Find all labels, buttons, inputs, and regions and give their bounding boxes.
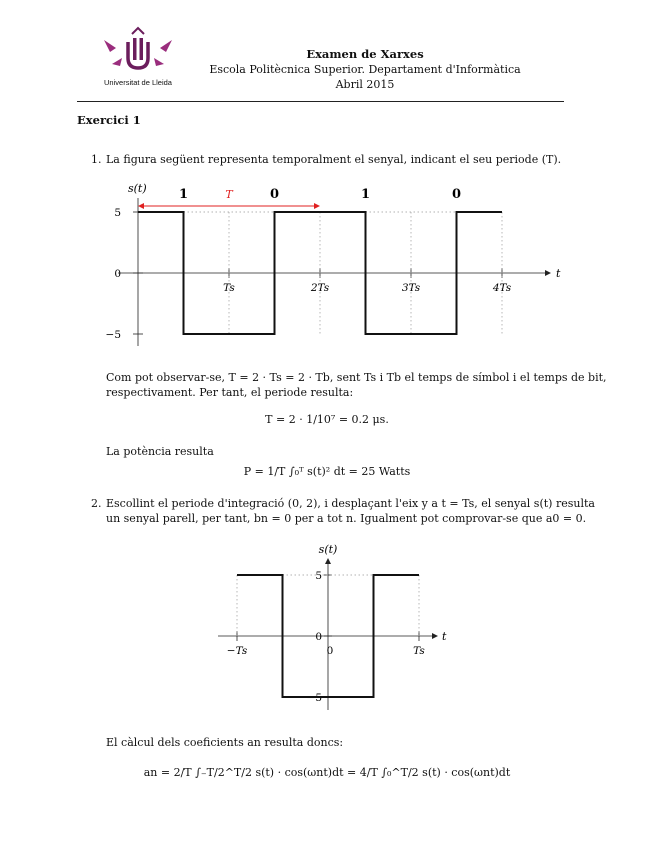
power-intro: La potència resulta bbox=[106, 445, 214, 458]
y-tick-label: −5 bbox=[105, 329, 121, 341]
chart1-marks bbox=[106, 182, 561, 346]
university-logo bbox=[98, 26, 178, 90]
bit-label: 0 bbox=[269, 187, 280, 202]
y-tick-label: 0 bbox=[315, 631, 322, 643]
signal-chart-2 bbox=[210, 540, 470, 715]
period-label: T bbox=[225, 188, 233, 201]
bit-label: 1 bbox=[178, 187, 189, 202]
q2-line2: un senyal parell, per tant, bn = 0 per a tot n. Igualment pot comprovar-se que a0 = 0. bbox=[106, 512, 587, 525]
y-axis-label: s(t) bbox=[318, 543, 338, 556]
bit-label: 0 bbox=[451, 187, 462, 202]
period-equation: T = 2 · 1/10⁷ = 0.2 μs. bbox=[265, 413, 389, 426]
x-tick-label: −Ts bbox=[226, 645, 248, 657]
header-rule bbox=[77, 101, 564, 102]
x-tick-label: 0 bbox=[326, 645, 334, 657]
exercise-title: Exercici 1 bbox=[77, 113, 141, 127]
q2-line1: Escollint el periode d'integració (0, 2), i desplaçant l'eix y a t = Ts, el senyal s(t) resulta bbox=[106, 497, 595, 510]
school-name: Escola Politècnica Superior. Departament d'Informàtica bbox=[209, 63, 521, 76]
q2-number: 2. bbox=[91, 497, 102, 510]
y-tick-label: 5 bbox=[315, 570, 322, 582]
y-axis-arrow-icon bbox=[325, 558, 331, 564]
exam-date: Abril 2015 bbox=[335, 78, 395, 91]
x-axis-label: t bbox=[442, 630, 447, 643]
y-tick-label: 0 bbox=[114, 268, 121, 280]
exam-title: Examen de Xarxes bbox=[306, 47, 424, 61]
q1-explain-line2: respectivament. Per tant, el periode resulta: bbox=[106, 386, 354, 399]
x-tick-label: 3Ts bbox=[401, 282, 421, 294]
power-equation: P = 1/T ∫₀ᵀ s(t)² dt = 25 Watts bbox=[243, 465, 411, 478]
x-tick-label: Ts bbox=[223, 282, 235, 294]
bit-label: 1 bbox=[360, 187, 371, 202]
x-tick-label: 4Ts bbox=[492, 282, 512, 294]
y-tick-label: −5 bbox=[306, 692, 322, 704]
q1-number: 1. bbox=[91, 153, 102, 166]
period-arrow-right-icon bbox=[314, 203, 320, 209]
period-arrow-left-icon bbox=[138, 203, 144, 209]
x-axis-arrow-icon bbox=[432, 633, 438, 639]
x-tick-label: Ts bbox=[413, 645, 425, 657]
y-tick-label: 5 bbox=[114, 207, 121, 219]
university-name: Universitat de Lleida bbox=[104, 78, 172, 87]
y-axis-label: s(t) bbox=[128, 182, 147, 195]
x-axis-label: t bbox=[556, 267, 561, 280]
an-equation: an = 2/T ∫₋T/2^T/2 s(t) · cos(ωnt)dt = 4/T ∫₀^T/2 s(t) · cos(ωnt)dt bbox=[143, 766, 511, 779]
q1-text: La figura següent representa temporalment el senyal, indicant el seu periode (T). bbox=[106, 153, 562, 166]
chart2-marks bbox=[218, 543, 447, 710]
x-axis-arrow-icon bbox=[545, 270, 551, 276]
signal-chart-1 bbox=[105, 176, 570, 356]
coef-intro: El càlcul dels coeficients an resulta doncs: bbox=[106, 736, 344, 749]
q1-explain-line1: Com pot observar-se, T = 2 · Ts = 2 · Tb, sent Ts i Tb el temps de símbol i el temps de bit, bbox=[106, 371, 607, 384]
x-tick-label: 2Ts bbox=[310, 282, 330, 294]
